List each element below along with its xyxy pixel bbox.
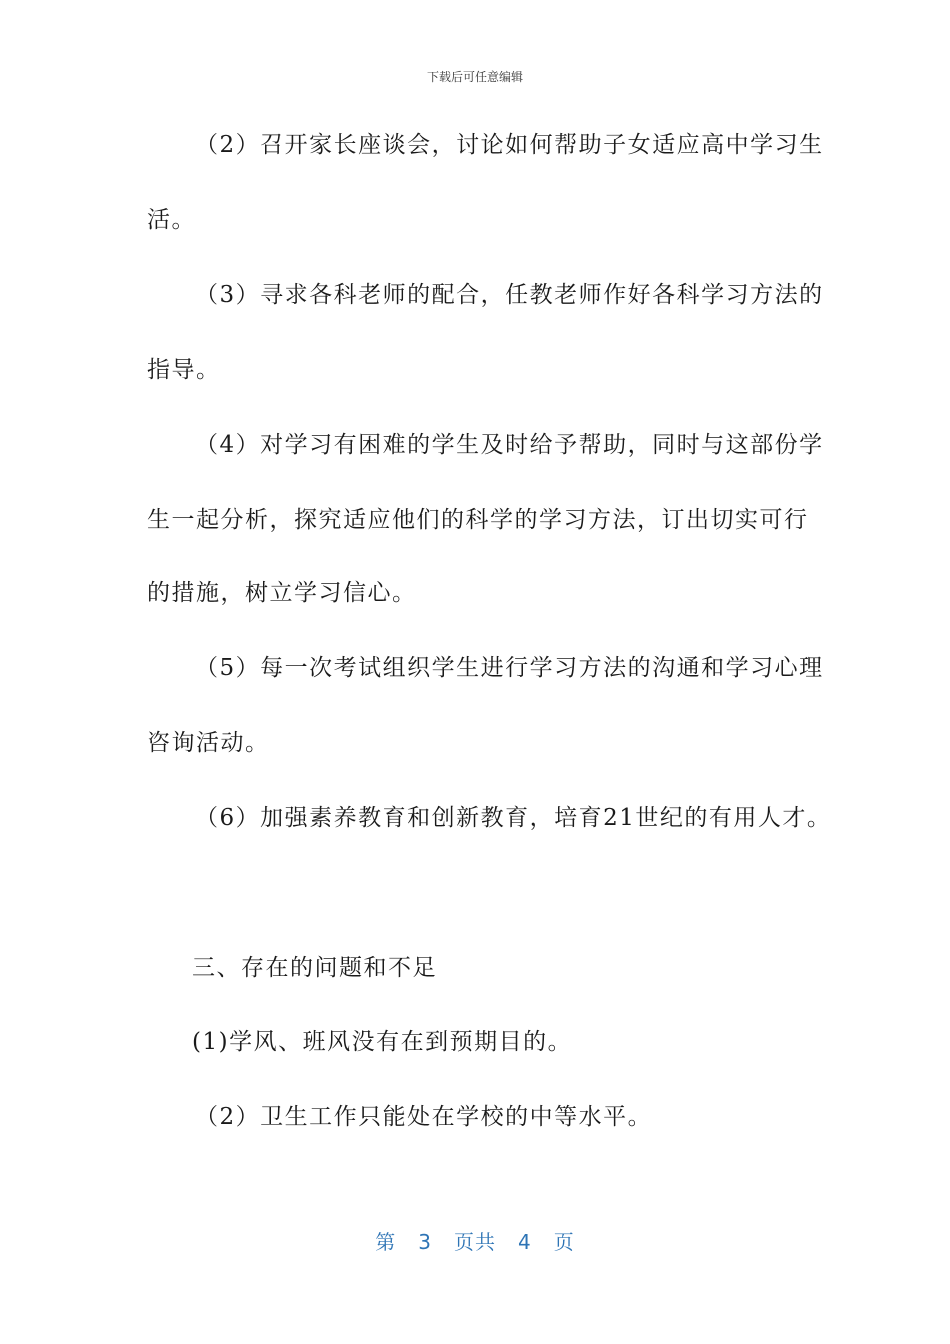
paragraph-line: （2）召开家长座谈会，讨论如何帮助子女适应高中学习生 [195, 132, 824, 158]
paragraph-line: （5）每一次考试组织学生进行学习方法的沟通和学习心理 [195, 655, 824, 681]
section-heading: 三、存在的问题和不足 [192, 955, 437, 981]
page-prefix: 第 [375, 1230, 397, 1254]
paragraph-line: 咨询活动。 [147, 730, 270, 756]
page-footer [0, 1226, 950, 1255]
current-page-number: 3 [418, 1230, 432, 1254]
paragraph-line: (1)学风、班风没有在到预期目的。 [192, 1029, 573, 1055]
total-pages-number: 4 [518, 1230, 532, 1254]
paragraph-line: 活。 [147, 207, 196, 233]
page-suffix: 页 [553, 1230, 575, 1254]
paragraph-line: 生一起分析，探究适应他们的科学的学习方法，订出切实可行 [147, 507, 809, 533]
paragraph-line: （4）对学习有困难的学生及时给予帮助，同时与这部份学 [195, 432, 824, 458]
header-note: 下载后可任意编辑 [426, 70, 523, 84]
paragraph-line: 的措施，树立学习信心。 [147, 580, 417, 606]
paragraph-line: 指导。 [147, 357, 221, 383]
paragraph-line: （3）寻求各科老师的配合，任教老师作好各科学习方法的 [195, 282, 824, 308]
paragraph-line: （2）卫生工作只能处在学校的中等水平。 [195, 1104, 653, 1130]
paragraph-line: （6）加强素养教育和创新教育，培育21世纪的有用人才。 [195, 805, 832, 831]
page-mid: 页共 [454, 1230, 496, 1254]
